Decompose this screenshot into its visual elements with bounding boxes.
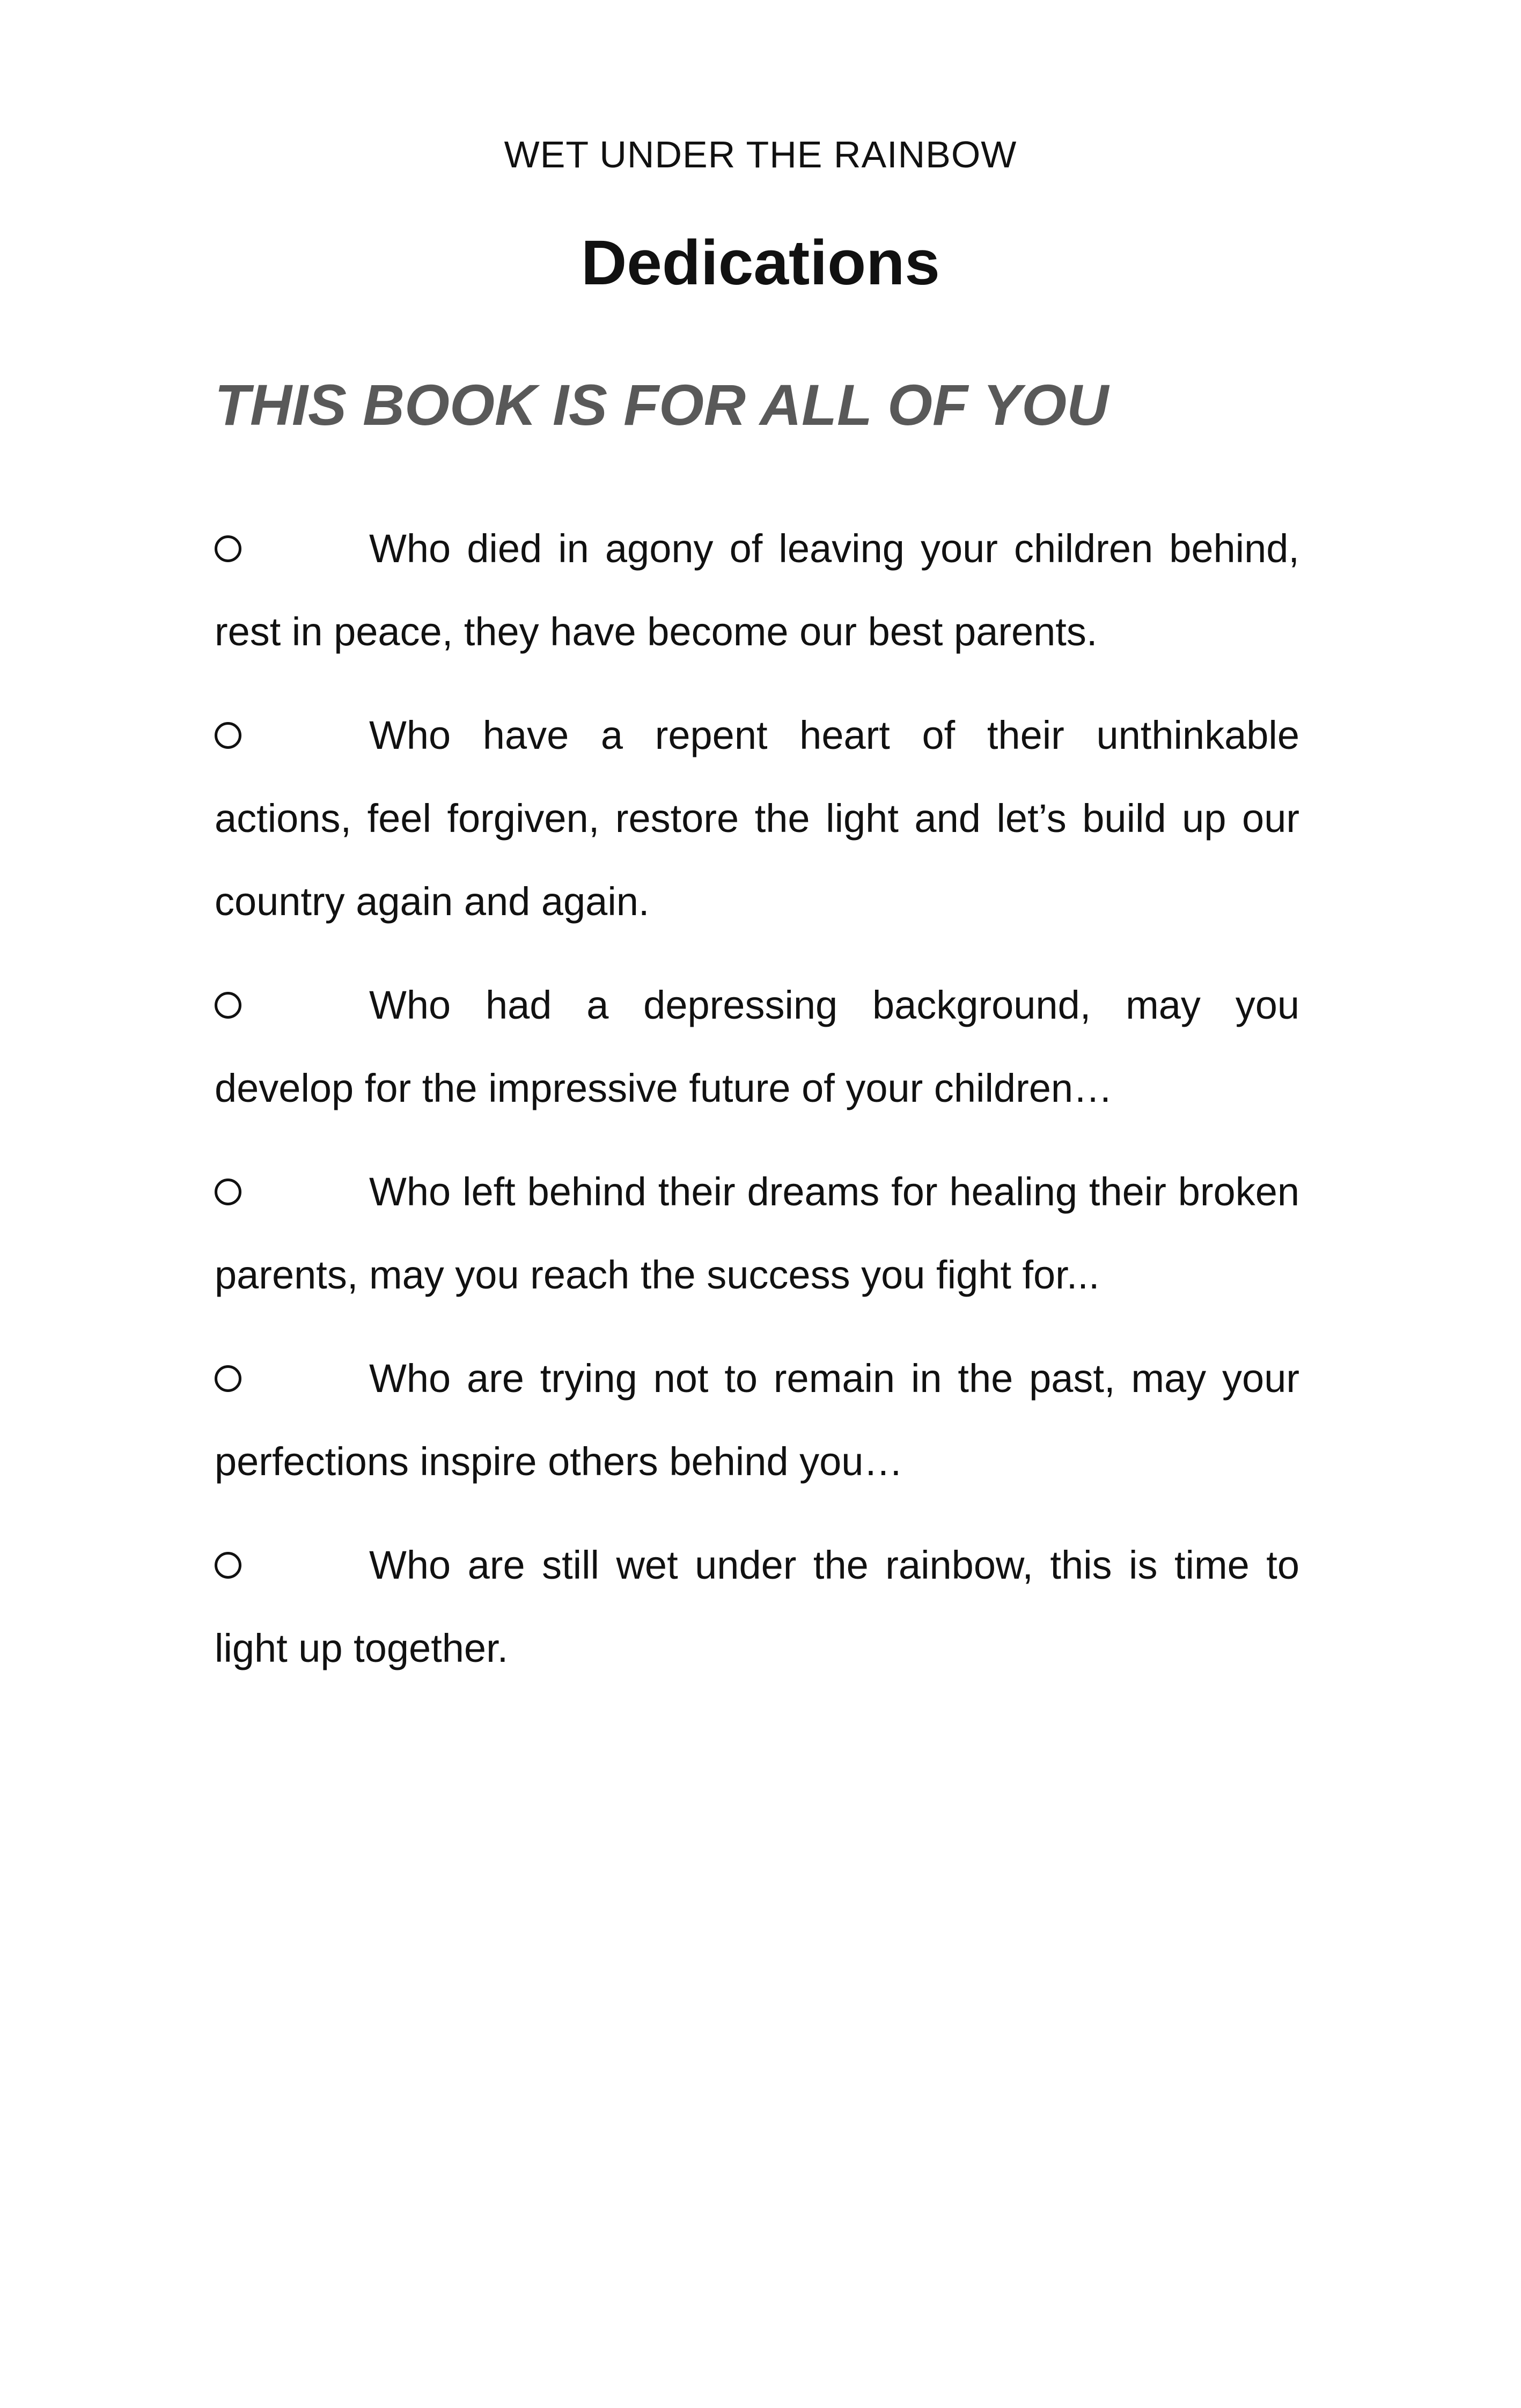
dedication-text: Who left behind their dreams for healing their broken parents, may you reach the success you fight for...: [215, 1169, 1299, 1297]
circle-bullet-icon: [215, 535, 241, 562]
dedication-item: [215, 507, 1299, 673]
circle-bullet-icon: [215, 1552, 241, 1579]
section-subtitle: THIS BOOK IS FOR ALL OF YOU: [215, 372, 1109, 437]
page-title: Dedications: [581, 227, 940, 298]
circle-bullet-icon: [215, 1179, 241, 1205]
dedication-item: [215, 963, 1299, 1130]
dedication-item: [215, 694, 1299, 943]
running-header: WET UNDER THE RAINBOW: [504, 134, 1017, 175]
circle-bullet-icon: [215, 722, 241, 749]
circle-bullet-icon: [215, 1365, 241, 1392]
dedication-item: [215, 1523, 1299, 1690]
dedication-text: Who have a repent heart of their unthinkable actions, feel forgiven, restore the light and let’s build up our country again and again.: [215, 713, 1299, 924]
dedication-text: Who died in agony of leaving your children behind, rest in peace, they have become our best parents.: [215, 526, 1299, 654]
dedication-item: [215, 1337, 1299, 1503]
circle-bullet-icon: [215, 992, 241, 1019]
dedication-text: Who are trying not to remain in the past, may your perfections inspire others behind you…: [215, 1356, 1299, 1484]
dedication-text: Who had a depressing background, may you develop for the impressive future of your children…: [215, 983, 1299, 1110]
dedication-item: [215, 1150, 1299, 1316]
dedication-list: [215, 507, 1299, 1710]
dedication-text: Who are still wet under the rainbow, this is time to light up together.: [215, 1543, 1299, 1670]
